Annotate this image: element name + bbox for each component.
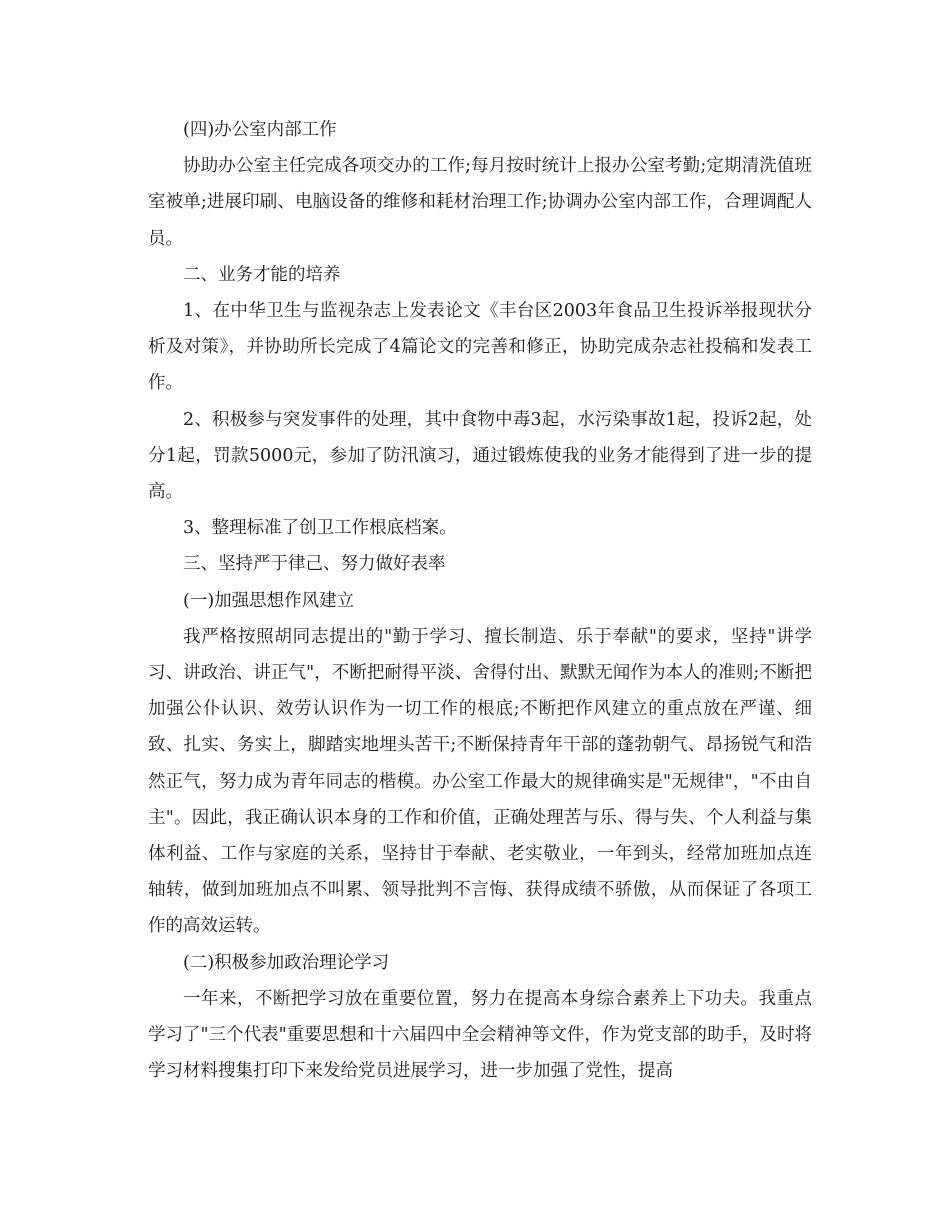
subsection-heading-political-study: (二)积极参加政治理论学习 [183,952,390,973]
list-item-emergency-handling: 2、积极参与突发事件的处理，其中食物中毒3起，水污染事故1起，投诉2起，处分1起，罚款5000元，参加了防汛演习，通过锻炼使我的业务才能得到了进一步的提高。 [148,409,812,503]
list-item-paper-published: 1、在中华卫生与监视杂志上发表论文《丰台区2003年食品卫生投诉举报现状分析及对策》，并协助所长完成了4篇论文的完善和修正，协助完成杂志社投稿和发表工作。 [148,301,812,394]
document-body [148,112,812,1089]
list-item-archives: 3、整理标准了创卫工作根底档案。 [183,518,457,539]
body-paragraph-office-duties: 协助办公室主任完成各项交办的工作;每月按时统计上报办公室考勤;定期清洗值班室被单;进展印刷、电脑设备的维修和耗材治理工作;协调办公室内部工作，合理调配人员。 [148,156,812,249]
section-heading-business-skills: 二、业务才能的培养 [183,264,341,285]
subsection-heading-work-style: (一)加强思想作风建立 [183,590,355,611]
body-paragraph-work-style: 我严格按照胡同志提出的"勤于学习、擅长制造、乐于奉献"的要求，坚持"讲学习、讲政治、讲正气"，不断把耐得平淡、舍得付出、默默无闻作为本人的准则;不断把加强公仆认识、效劳认识作为一切工作的根底;不断把作风建立的重点放在严谨、细致、扎实、务实上，脚踏实地埋头苦干;不断保持青年干部的蓬勃朝气、昂扬锐气和浩然正气，努力成为青年同志的楷模。办公室工作最大的规律确实是"无规律"，"不由自主"。因此，我正确认识本身的工作和价值，正确处理苦与乐、得与失、个人利益与集体利益、工作与家庭的关系，坚持甘于奉献、老实敬业，一年到头，经常加班加点连轴转，做到加班加点不叫累、领导批判不言悔、获得成绩不骄傲，从而保证了各项工作的高效运转。 [148,626,812,937]
section-heading-self-discipline: 三、坚持严于律己、努力做好表率 [183,554,446,575]
body-paragraph-political-study: 一年来，不断把学习放在重要位置，努力在提高本身综合素养上下功夫。我重点学习了"三个代表"重要思想和十六届四中全会精神等文件，作为党支部的助手，及时将学习材料搜集打印下来发给党员进展学习，进一步加强了党性，提高 [148,988,812,1082]
section-heading-office-internal-work: (四)办公室内部工作 [183,120,337,140]
